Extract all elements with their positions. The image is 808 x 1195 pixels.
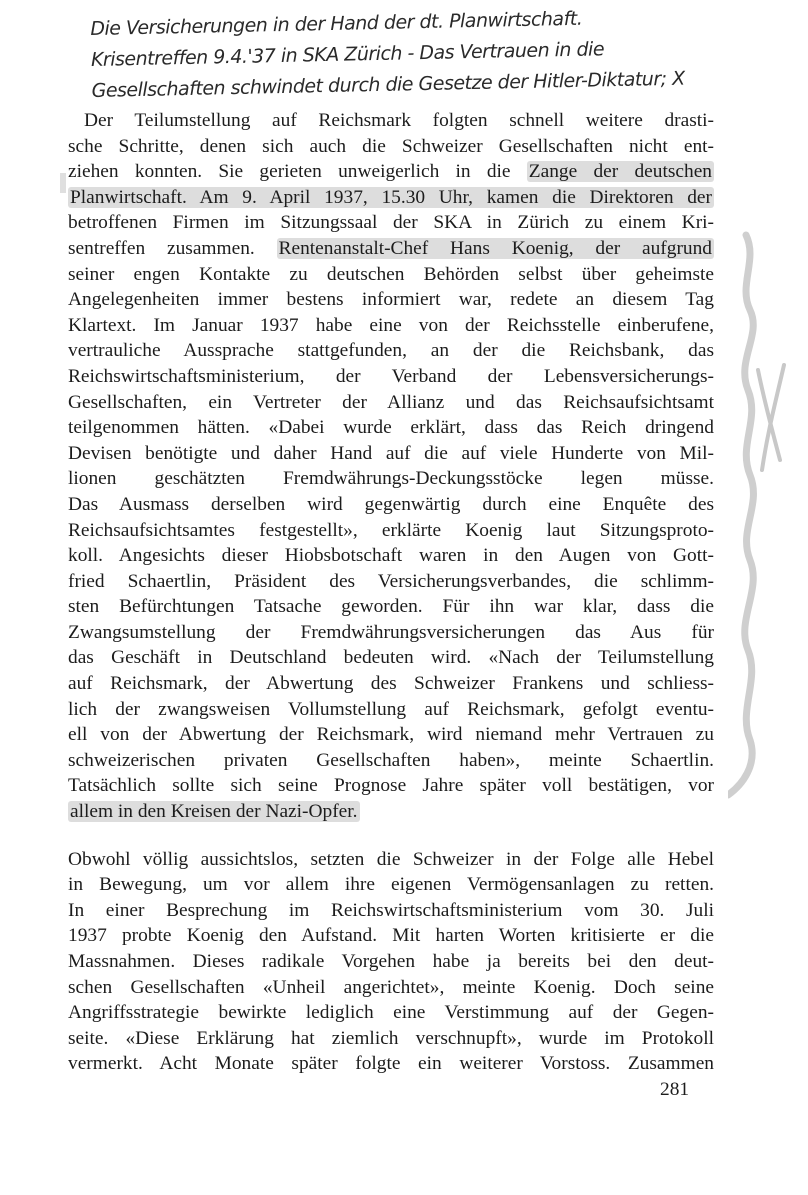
highlighted-text: allem in den Kreisen der Nazi-Opfer.: [70, 801, 358, 823]
page-number: 281: [660, 1079, 690, 1100]
highlighted-text: Rentenanstalt-Chef Hans Koenig, der aufgrund: [278, 237, 712, 259]
highlighter-stroke: [60, 173, 66, 193]
text-line: in Bewegung, um vor allem ihre eigenen Vermögensanlagen zu retten.: [68, 874, 714, 896]
text-line: Klartext. Im Januar 1937 habe eine von der Reichsstelle einberufene,: [68, 314, 714, 336]
text-line: In einer Besprechung im Reichswirtschaftsministerium vom 30. Juli: [68, 899, 714, 921]
text-line: sche Schritte, denen sich auch die Schweizer Gesellschaften nicht ent-: [68, 135, 714, 157]
text-line: das Geschäft in Deutschland bedeuten wird. «Nach der Teilumstellung: [68, 647, 714, 669]
text-line: sten Befürchtungen Tatsache geworden. Für ihn war klar, dass die: [68, 596, 714, 618]
text-line: lionen geschätzten Fremdwährungs-Deckungsstöcke legen müsse.: [68, 468, 714, 490]
text-line: seite. «Diese Erklärung hat ziemlich verschnupft», wurde im Protokoll: [68, 1027, 714, 1049]
text-line: 1937 probte Koenig den Aufstand. Mit harten Worten kritisierte er die: [68, 925, 714, 947]
text-line: Das Ausmass derselben wird gegenwärtig durch eine Enquête des: [68, 493, 714, 515]
highlighted-text: Planwirtschaft. Am 9. April 1937, 15.30 Uhr, kamen die Direktoren der: [70, 186, 712, 208]
text-line: auf Reichsmark, der Abwertung des Schweizer Frankens und schliess-: [68, 673, 714, 695]
text-line: Angriffsstrategie bewirkte lediglich eine Verstimmung auf der Gegen-: [68, 1002, 714, 1024]
text-line: Der Teilumstellung auf Reichsmark folgten schnell weitere drasti-: [84, 110, 714, 131]
paragraph-1: [68, 108, 714, 825]
text-line: Gesellschaften, ein Vertreter der Allianz und das Reichsaufsichtsamt: [68, 391, 714, 413]
book-page-body: [68, 108, 714, 1077]
text-line: fried Schaertlin, Präsident des Versicherungsverbandes, die schlimm-: [68, 570, 714, 592]
text-line: Massnahmen. Dieses radikale Vorgehen habe ja bereits bei den deut-: [68, 951, 714, 972]
text-line: Reichsaufsichtsamtes festgestellt», erklärte Koenig laut Sitzungsproto-: [68, 519, 714, 541]
text-line: betroffenen Firmen im Sitzungssaal der SKA in Zürich zu einem Kri-: [68, 212, 714, 234]
handwritten-margin-note: [90, 0, 782, 107]
text-line: [68, 236, 714, 262]
text-line: ell von der Abwertung der Reichsmark, wird niemand mehr Vertrauen zu: [68, 724, 714, 746]
text-line: Tatsächlich sollte sich seine Prognose Jahre später voll bestätigen, vor: [68, 775, 714, 797]
text-line: teilgenommen hätten. «Dabei wurde erklärt, dass das Reich dringend: [68, 417, 714, 439]
handwritten-line: Gesellschaften schwindet durch die Gesetze der Hitler-Diktatur; X: [91, 67, 685, 102]
text-segment: ziehen konnten. Sie gerieten unweigerlich in die: [68, 161, 527, 183]
text-line: Obwohl völlig aussichtslos, setzten die Schweizer in der Folge alle Hebel: [68, 848, 714, 870]
text-line: [68, 185, 714, 211]
text-line: vermerkt. Acht Monate später folgte ein weiterer Vorstoss. Zusammen: [68, 1053, 714, 1075]
handwritten-line: Die Versicherungen in der Hand der dt. Planwirtschaft.: [90, 7, 583, 40]
text-line: [68, 159, 714, 185]
handwritten-line: Krisentreffen 9.4.'37 in SKA Zürich - Das Vertrauen in die: [90, 38, 605, 71]
highlighted-text: Zange der deutschen: [528, 161, 712, 183]
text-line: koll. Angesichts dieser Hiobsbotschaft waren in den Augen von Gott-: [68, 545, 714, 567]
text-line: lich der zwangsweisen Vollumstellung auf Reichsmark, gefolgt eventu-: [68, 698, 714, 720]
text-line: seiner engen Kontakte zu deutschen Behörden selbst über geheimste: [68, 263, 714, 285]
text-line: Zwangsumstellung der Fremdwährungsversicherungen das Aus für: [68, 621, 714, 643]
margin-highlight-x-mark-icon: [728, 230, 788, 800]
text-segment: sentreffen zusammen.: [68, 237, 277, 259]
text-line: Angelegenheiten immer bestens informiert war, redete an diesem Tag: [68, 289, 714, 311]
text-line: vertrauliche Aussprache stattgefunden, an der die Reichsbank, das: [68, 340, 714, 362]
text-line: Devisen benötigte und daher Hand auf die auf viele Hunderte von Mil-: [68, 442, 714, 464]
text-line: schen Gesellschaften «Unheil angerichtet», meinte Koenig. Doch seine: [68, 976, 714, 998]
text-line: [68, 799, 714, 825]
paragraph-2: [68, 847, 714, 1077]
text-line: Reichswirtschaftsministerium, der Verband der Lebensversicherungs-: [68, 365, 714, 387]
text-line: schweizerischen privaten Gesellschaften haben», meinte Schaertlin.: [68, 749, 714, 771]
